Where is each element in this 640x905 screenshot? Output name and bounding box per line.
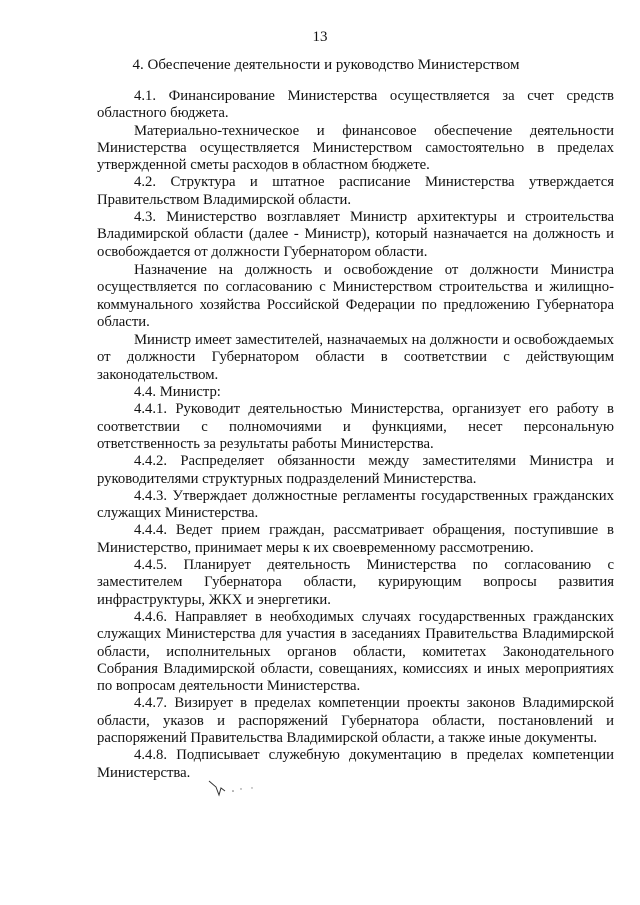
paragraph-material-support: Материально-техническое и финансовое обеспечение деятельности Министерства осуществляется Министерством самостоятельно в пределах утвержденной сметы расходов в областном бюджете. [97,122,614,174]
paragraph-appointment: Назначение на должность и освобождение от должности Министра осуществляется по согласованию с Министерством строительства и жилищно-коммунального хозяйства Российской Федерации по предложению Губернатора области. [97,261,614,330]
paragraph-4-1: 4.1. Финансирование Министерства осуществляется за счет средств областного бюджета. [97,88,614,122]
paragraph-4-4-4: 4.4.4. Ведет прием граждан, рассматривает обращения, поступившие в Министерство, принимает меры к их своевременному рассмотрению. [97,522,614,556]
page-number: 13 [312,29,328,45]
paragraph-4-4-1: 4.4.1. Руководит деятельностью Министерства, организует его работу в соответствии с полномочиями и функциями, несет персональную ответственность за результаты работы Министерства. [97,401,614,452]
paragraph-4-4: 4.4. Министр: [134,384,221,401]
paragraph-deputies: Министр имеет заместителей, назначаемых на должности и освобождаемых от должности Губернатором области в соответствии с действующим законодательством. [97,332,614,383]
paragraph-4-4-6: 4.4.6. Направляет в необходимых случаях государственных гражданских служащих Министерства для участия в заседаниях Правительства Владимирской области, исполнительных органов области, комитетах Законодательного Собрания Владимирской области, совещаниях, комиссиях и иных мероприятиях по вопросам деятельности Министерства. [97,608,614,695]
paragraph-4-3: 4.3. Министерство возглавляет Министр архитектуры и строительства Владимирской области (далее - Министр), который назначается на должность и освобождается от должности Губернатором области. [97,209,614,260]
paragraph-4-4-3: 4.4.3. Утверждает должностные регламенты государственных гражданских служащих Министерства. [97,487,614,522]
section-heading: 4. Обеспечение деятельности и руководство Министерством [132,57,520,73]
ink-mark [207,775,267,805]
paragraph-4-4-7: 4.4.7. Визирует в пределах компетенции проекты законов Владимирской области, указов и распоряжений Губернатора области, постановлений и распоряжений Правительства Владимирской области, а также иные документы. [97,695,614,746]
paragraph-4-4-5: 4.4.5. Планирует деятельность Министерства по согласованию с заместителем Губернатора области, курирующим вопросы развития инфраструктуры, ЖКХ и энергетики. [97,557,614,608]
paragraph-4-4-8: 4.4.8. Подписывает служебную документацию в пределах компетенции Министерства. [97,747,614,781]
paragraph-4-4-2: 4.4.2. Распределяет обязанности между заместителями Министра и руководителями структурных подразделений Министерства. [97,453,614,487]
document-body [97,88,614,782]
paragraph-4-2: 4.2. Структура и штатное расписание Министерства утверждается Правительством Владимирской области. [97,174,614,208]
